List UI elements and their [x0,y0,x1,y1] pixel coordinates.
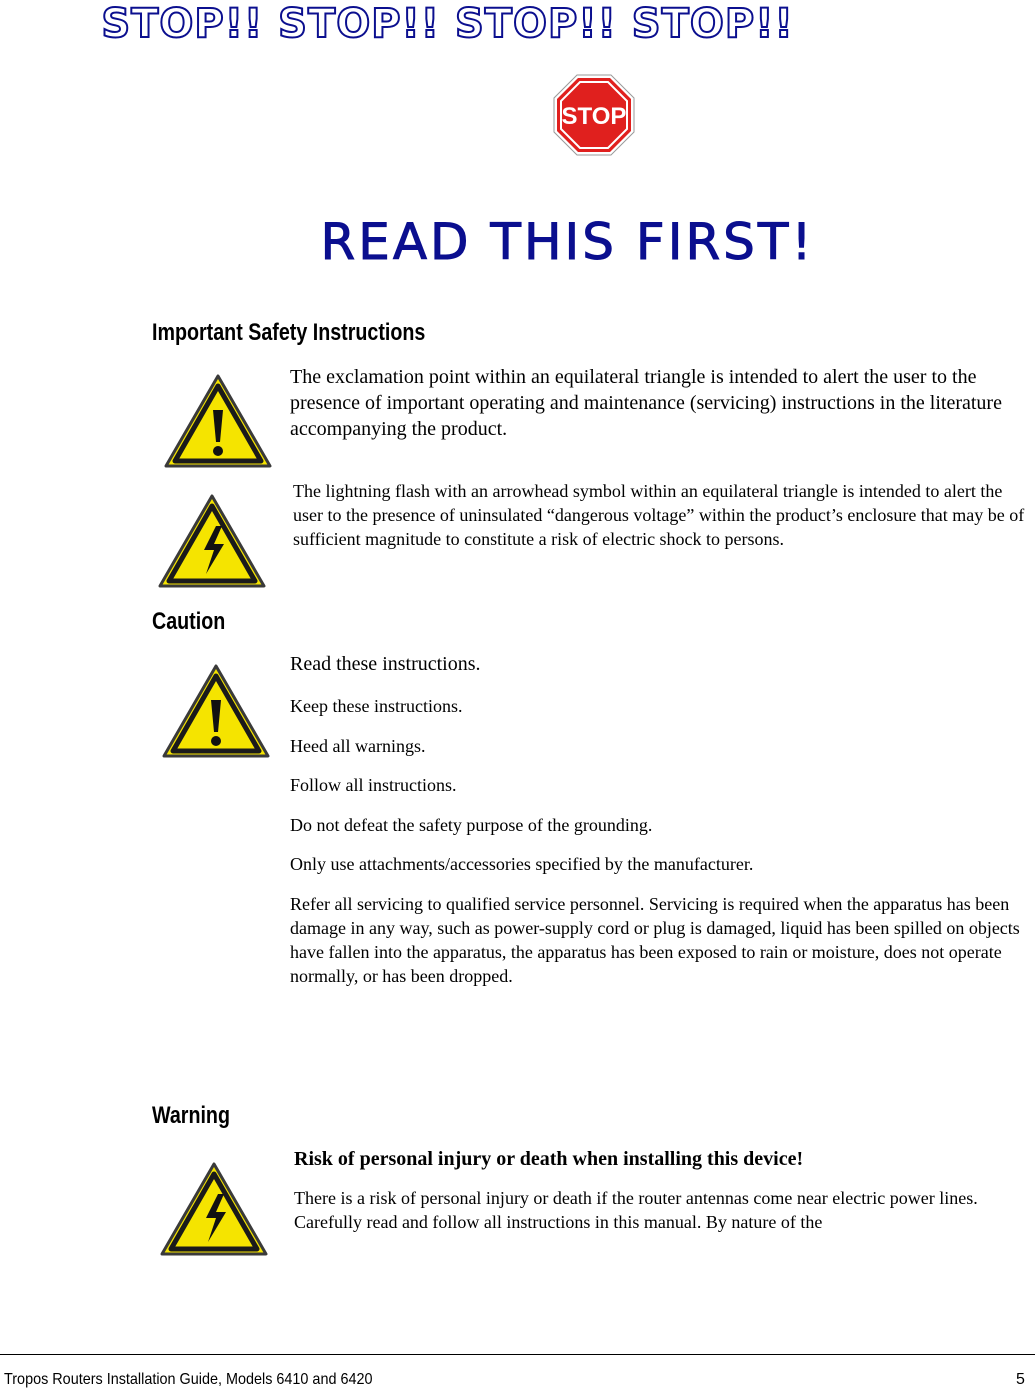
warning-text: There is a risk of personal injury or death if the router antennas come near electric power lines. Carefully read and follow all instructions in this manual. By nature of the [294,1188,978,1232]
caution-item: Follow all instructions. [290,775,457,795]
caution-item: Heed all warnings. [290,736,426,756]
lightning-triangle-icon [158,1160,270,1260]
exclamation-triangle-icon [160,662,272,762]
caution-heading: Caution [152,608,226,635]
warning-title: Risk of personal injury or death when installing this device! [294,1148,804,1170]
stop-banner: STOP!! STOP!! STOP!! STOP!! [101,1,794,47]
page-number: 5 [1016,1371,1025,1388]
stop-sign-label: STOP [561,103,627,130]
stop-sign-icon [553,74,635,156]
exclamation-triangle-icon [162,372,274,472]
warning-heading: Warning [152,1102,230,1129]
footer-doc-title: Tropos Routers Installation Guide, Models 6410 and 6420 [4,1371,373,1388]
caution-item: Keep these instructions. [290,696,463,716]
caution-item: Only use attachments/accessories specified by the manufacturer. [290,854,754,874]
safety-heading: Important Safety Instructions [152,319,426,346]
lightning-description: The lightning flash with an arrowhead symbol within an equilateral triangle is intended to alert the user to the presence of uninsulated “dangerous voltage” within the product’s enclosure that may be of sufficient magnitude to constitute a risk of electric shock to persons. [293,481,1025,549]
lightning-triangle-icon [156,492,268,592]
caution-item: Do not defeat the safety purpose of the grounding. [290,815,653,835]
footer-divider [0,1354,1035,1355]
caution-item: Read these instructions. [290,653,481,675]
read-first-title: READ THIS FIRST! [320,213,815,271]
exclamation-description: The exclamation point within an equilateral triangle is intended to alert the user to the presence of important operating and maintenance (servicing) instructions in the literature accompanying the product. [290,366,1002,440]
caution-item: Refer all servicing to qualified service personnel. Servicing is required when the apparatus has been damage in any way, such as power-supply cord or plug is damaged, liquid has been spilled on objects have fallen into the apparatus, the apparatus has been exposed to rain or moisture, does not operate normally, or has been dropped. [290,894,1020,986]
